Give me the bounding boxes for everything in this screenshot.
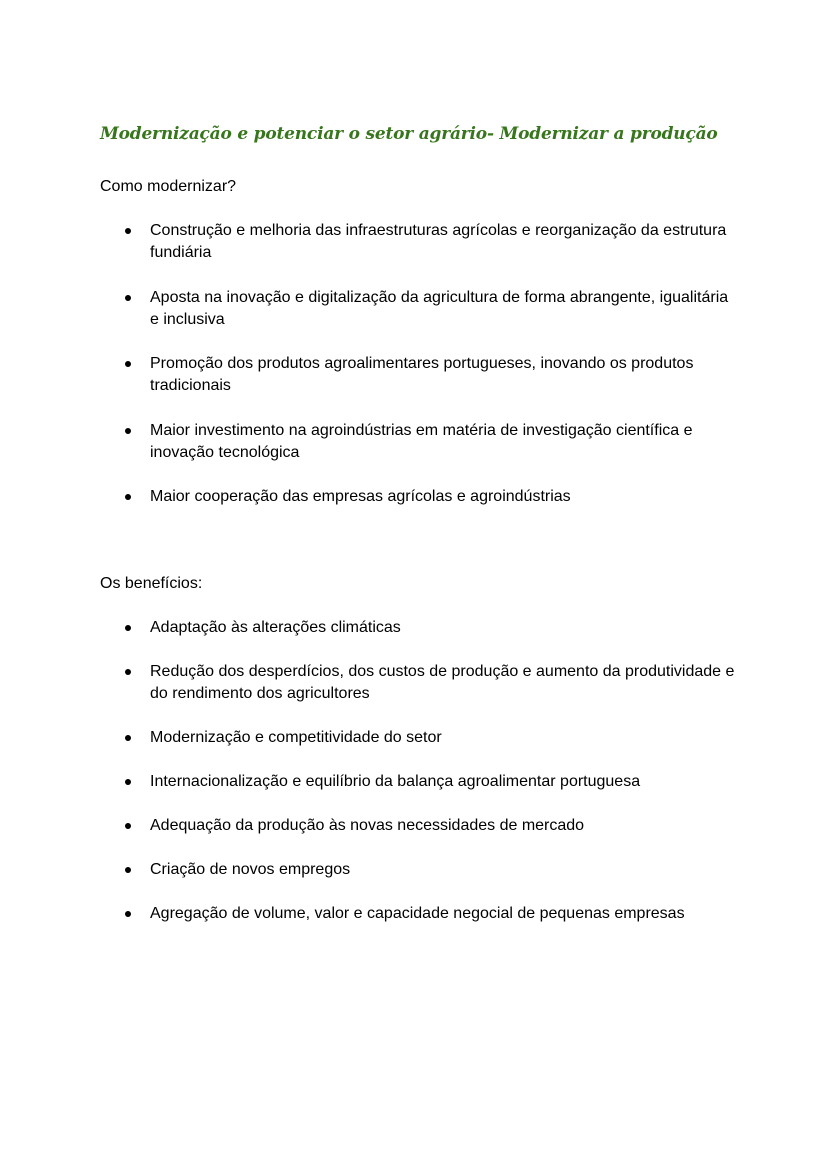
bullet-icon: [125, 228, 131, 234]
bullet-icon: [125, 779, 131, 785]
bullet-icon: [125, 911, 131, 917]
bullet-icon: [125, 428, 131, 434]
bullet-icon: [125, 867, 131, 873]
list-item-text: Criação de novos empregos: [150, 861, 351, 878]
list-item: [100, 420, 740, 464]
bullet-icon: [125, 669, 131, 675]
list-item-text: Maior investimento na agroindústrias em matéria de investigação científica e inovação tecnológica: [150, 421, 693, 461]
list-item: [100, 220, 740, 264]
list-item-text: Adequação da produção às novas necessidades de mercado: [150, 817, 585, 834]
document-title: Modernização e potenciar o setor agrário- Modernizar a produção: [100, 124, 718, 144]
bullet-icon: [125, 625, 131, 631]
benefits-list: [100, 617, 740, 947]
list-item: [100, 617, 740, 639]
list-item-text: Construção e melhoria das infraestruturas agrícolas e reorganização da estrutura fundiária: [150, 222, 727, 261]
bullet-icon: [125, 494, 131, 500]
how-list: [100, 220, 740, 531]
bullet-icon: [125, 295, 131, 301]
list-item: [100, 903, 740, 925]
list-item: [100, 661, 740, 705]
bullet-icon: [125, 735, 131, 741]
list-item: [100, 486, 740, 508]
list-item: [100, 815, 740, 837]
list-item-text: Redução dos desperdícios, dos custos de produção e aumento da produtividade e do rendimento dos agricultores: [150, 663, 735, 702]
list-item: [100, 353, 740, 397]
list-item: [100, 287, 740, 331]
section-heading-benefits: Os benefícios:: [100, 575, 203, 592]
list-item-text: Aposta na inovação e digitalização da agricultura de forma abrangente, igualitária e inclusiva: [150, 288, 729, 328]
list-item: [100, 859, 740, 881]
list-item-text: Adaptação às alterações climáticas: [150, 619, 401, 636]
list-item-text: Internacionalização e equilíbrio da balança agroalimentar portuguesa: [150, 773, 641, 790]
section-heading-how: Como modernizar?: [100, 178, 237, 195]
list-item-text: Modernização e competitividade do setor: [150, 729, 442, 746]
list-item-text: Agregação de volume, valor e capacidade negocial de pequenas empresas: [150, 905, 685, 922]
list-item: [100, 771, 740, 793]
bullet-icon: [125, 361, 131, 367]
bullet-icon: [125, 823, 131, 829]
list-item: [100, 727, 740, 749]
list-item-text: Maior cooperação das empresas agrícolas e agroindústrias: [150, 488, 571, 505]
list-item-text: Promoção dos produtos agroalimentares portugueses, inovando os produtos tradicionais: [150, 355, 694, 394]
